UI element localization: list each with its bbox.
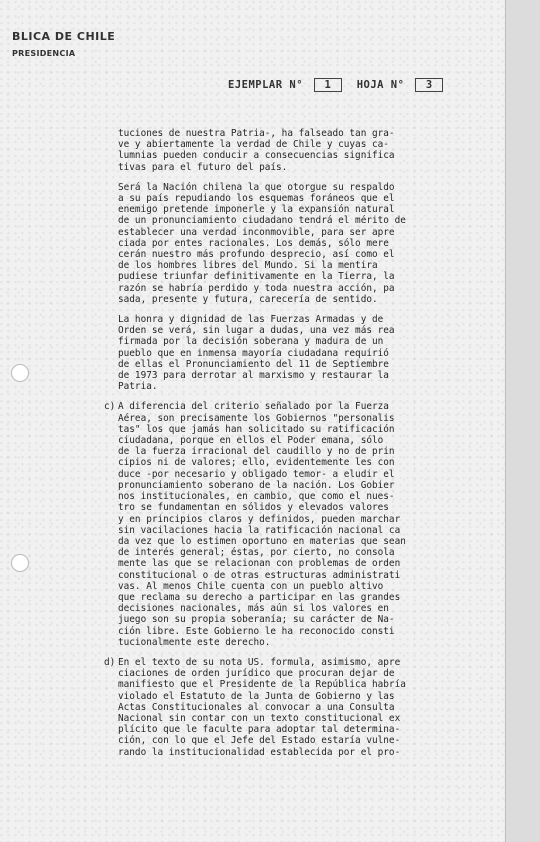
text-line: Actas Constitucionales al convocar a una Consulta (118, 701, 395, 713)
item-label: c) (104, 401, 116, 413)
text-line: decisiones nacionales, más aún si los valores en (118, 603, 389, 615)
document-reference (228, 78, 451, 92)
text-line: tas" los que jamás han solicitado su ratificación (118, 423, 395, 435)
letterhead (12, 30, 115, 58)
sheet-label: HOJA N° (356, 79, 405, 91)
sheet-number: 3 (415, 78, 443, 92)
text-line: sin vacilaciones hacia la ratificación nacional ca (118, 524, 401, 536)
letterhead-line1: BLICA DE CHILE (12, 30, 116, 43)
text-line: lumnias pueden conducir a consecuencias significa (118, 150, 395, 162)
text-line: Será la Nación chilena la que otorgue su respaldo (118, 181, 395, 193)
text-line: violado el Estatuto de la Junta de Gobierno y las (118, 690, 395, 702)
text-line: pueblo que en inmensa mayoría ciudadana requirió (118, 347, 389, 359)
text-line: firmada por la decisión soberana y madura de un (118, 336, 384, 348)
page-edge-strip (505, 0, 540, 842)
text-line: Orden se verá, sin lugar a dudas, una vez más rea (118, 325, 395, 337)
text-line: de ellas el Pronunciamiento del 11 de Septiembre (118, 358, 389, 370)
text-line: sada, presente y futura, carecería de sentido. (118, 293, 378, 305)
text-line: manifiesto que el Presidente de la República habría (118, 679, 406, 691)
text-line: cerán nuestro más profundo desprecio, así como el (118, 249, 395, 261)
text-line: ciaciones de orden jurídico que procuran dejar de (118, 668, 395, 680)
text-line: A diferencia del criterio señalado por la Fuerza (118, 401, 389, 413)
text-line: nos institucionales, en cambio, que como el nues- (118, 491, 395, 503)
item-label: d) (104, 656, 116, 668)
text-line: pudiese triunfar definitivamente en la Tierra, la (118, 271, 395, 283)
text-line: de los hombres libres del Mundo. Si la mentira (118, 260, 378, 272)
text-line: de la fuerza irracional del caudillo y no de prin (118, 446, 395, 458)
paragraph (118, 128, 448, 173)
text-line: razón se habría perdido y toda nuestra acción, pa (118, 282, 395, 294)
text-line: Nacional sin contar con un texto constitucional ex (118, 712, 401, 724)
text-line: a su país repudiando los esquemas foráneos que el (118, 193, 395, 205)
punch-hole (11, 364, 29, 382)
text-line: y en principios claros y definidos, pueden marchar (118, 513, 401, 525)
text-line: En el texto de su nota US. formula, asimismo, apre (118, 656, 401, 668)
text-line: tucionalmente este derecho. (118, 636, 271, 648)
text-line: que reclama su derecho a participar en las grandes (118, 591, 401, 603)
text-line: ve y abiertamente la verdad de Chile y cuyas ca- (118, 139, 389, 151)
text-line: enemigo pretende imponerle y la expansión natural (118, 204, 395, 216)
copy-label: EJEMPLAR N° (228, 79, 304, 91)
text-line: rando la institucionalidad establecida por el pro- (118, 746, 401, 758)
text-line: de 1973 para derrotar al marxismo y restaurar la (118, 370, 389, 382)
paragraph (118, 314, 448, 392)
text-line: Patria. (118, 381, 158, 393)
text-line: ciada por entes racionales. Los demás, sólo mere (118, 237, 389, 249)
text-line: vas. Al menos Chile cuenta con un pueblo altivo (118, 580, 384, 592)
text-line: tuciones de nuestra Patria-, ha falseado tan gra- (118, 128, 395, 139)
text-line: establecer una verdad inconmovible, para ser apre (118, 226, 395, 238)
text-line: tivas para el futuro del país. (118, 161, 288, 173)
text-line: pronunciamiento soberano de la nación. Los Gobier (118, 479, 395, 491)
document-body (104, 128, 448, 767)
copy-number: 1 (314, 78, 342, 92)
text-line: de un pronunciamiento ciudadano tendrá el mérito de (118, 215, 406, 227)
text-line: La honra y dignidad de las Fuerzas Armadas y de (118, 314, 384, 326)
text-line: constitucional o de otras estructuras administrati (118, 569, 401, 581)
punch-hole (11, 554, 29, 572)
paragraph (118, 182, 448, 305)
text-line: ción libre. Este Gobierno le ha reconocido consti (118, 625, 395, 637)
paragraph (104, 656, 448, 758)
text-line: ción, con lo que el Jefe del Estado estaría vulne- (118, 735, 401, 747)
text-line: cipios ni de valores; ello, evidentemente les con (118, 457, 395, 469)
text-line: tro se fundamentan en sólidos y elevados valores (118, 502, 389, 514)
letterhead-line2: PRESIDENCIA (12, 49, 76, 58)
text-line: de interés general; éstas, por cierto, no consola (118, 547, 395, 559)
text-line: mente las que se relacionan con problemas de orden (118, 558, 401, 570)
text-line: da vez que lo estimen oportuno en materias que sean (118, 535, 406, 547)
text-line: duce -por necesario y obligado temor- a eludir el (118, 468, 395, 480)
text-line: ciudadana, porque en ellos el Poder emana, sólo (118, 435, 384, 447)
text-line: Aérea, son precisamente los Gobiernos "personalis (118, 412, 395, 424)
text-line: juego son su propia soberanía; su carácter de Na- (118, 614, 395, 626)
text-line: plícito que le faculte para adoptar tal determina- (118, 724, 401, 736)
paragraph (104, 401, 448, 648)
